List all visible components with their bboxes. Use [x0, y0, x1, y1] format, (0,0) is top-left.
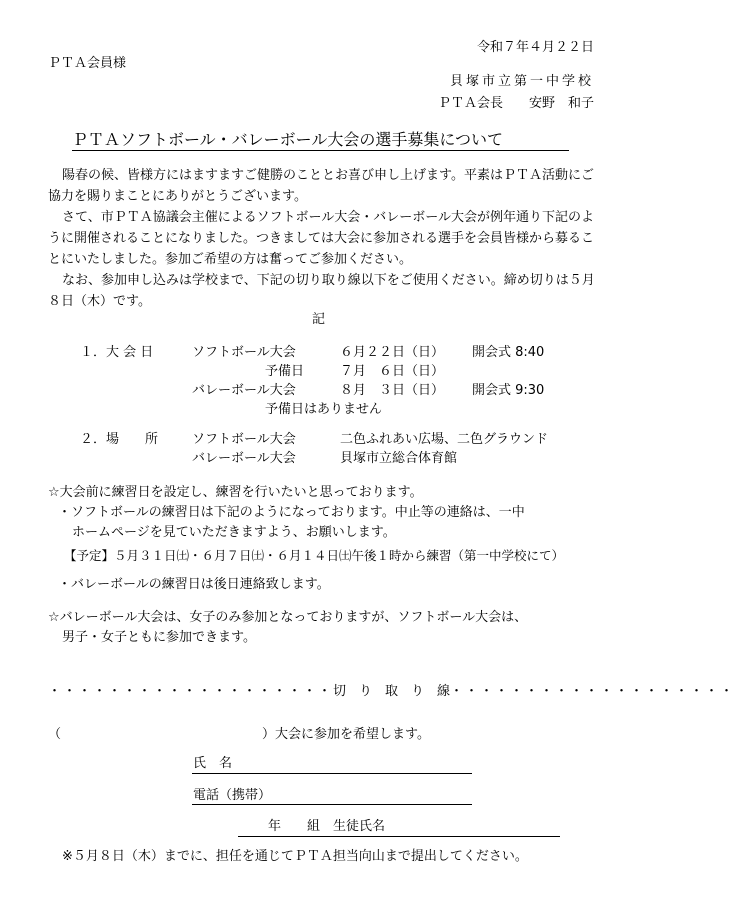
- volleyball-opening: 開会式 9:30: [472, 383, 545, 398]
- entry-text: ）大会に参加を希望します。: [262, 727, 430, 742]
- body-paragraph-3: なお、参加申し込みは学校まで、下記の切り取り線以下をご使用ください。締め切りは５月８日（木）です。: [48, 273, 595, 309]
- volleyball-venue-event: バレーボール大会: [192, 451, 296, 466]
- softball-event: ソフトボール大会: [192, 345, 296, 360]
- softball-practice-line-1: ・ソフトボールの練習日は下記のようになっております。中止等の連絡は、一中: [58, 505, 525, 520]
- name-field-label: 氏 名: [193, 756, 233, 771]
- cut-line: [48, 684, 735, 700]
- entry-open-paren: （: [48, 727, 62, 742]
- school-name: 貝塚市立第一中学校: [449, 74, 594, 89]
- softball-venue-event: ソフトボール大会: [192, 432, 296, 447]
- addressee: ＰＴＡ会員様: [48, 56, 127, 71]
- practice-intro: ☆大会前に練習日を設定し、練習を行いたいと思っております。: [48, 485, 423, 500]
- name-field-line[interactable]: [192, 773, 472, 774]
- phone-field-label: 電話（携帯）: [193, 788, 272, 803]
- no-reserve-day: 予備日はありません: [265, 402, 383, 417]
- body-paragraph-2: さて、市ＰＴＡ協議会主催によるソフトボール大会・バレーボール大会が例年通り下記のように開催されることになりました。つきましては大会に参加される選手を会員皆様から募ることにいたしました。参加ご希望の方は奮ってご参加ください。: [48, 210, 595, 267]
- reserve-day-label: 予備日: [265, 364, 305, 379]
- softball-practice-line-2: ホームページを見ていただきますよう、お願いします。: [72, 525, 396, 540]
- sender: ＰＴＡ会長 安野 和子: [437, 96, 594, 111]
- softball-opening: 開会式 8:40: [472, 345, 545, 360]
- gender-note-line-2: 男子・女子ともに参加できます。: [62, 630, 256, 645]
- volleyball-date: ８月 ３日（日）: [340, 383, 445, 398]
- practice-plan: 【予定】５月３１日㈯・６月７日㈯・６月１４日㈯午後１時から練習（第一中学校にて）: [64, 548, 565, 563]
- schedule-label: １．大 会 日: [80, 345, 154, 360]
- cut-line-dots-left: ・・・・・・・・・・・・・・・・・・・: [48, 684, 334, 699]
- student-field-label: 年 組 生徒氏名: [268, 819, 386, 834]
- softball-date: ６月２２日（日）: [340, 345, 445, 360]
- submission-note: ※５月８日（木）までに、担任を通じてＰＴＡ担当向山まで提出してください。: [62, 849, 528, 864]
- body-paragraph-1: 陽春の候、皆様方にはますますご健勝のこととお喜び申し上げます。平素はＰＴＡ活動にご協力を賜りまことにありがとうございます。: [48, 168, 594, 204]
- date: 令和７年４月２２日: [476, 40, 594, 55]
- body-text: [48, 165, 604, 312]
- volleyball-venue: 貝塚市立総合体育館: [340, 451, 458, 466]
- phone-field-line[interactable]: [192, 804, 472, 805]
- cut-line-dots-right: ・・・・・・・・・・・・・・・・・・・: [450, 684, 735, 699]
- ki-heading: 記: [312, 312, 326, 327]
- reserve-day-date: ７月 ６日（日）: [340, 364, 445, 379]
- volleyball-event: バレーボール大会: [192, 383, 296, 398]
- softball-venue: 二色ふれあい広場、二色グラウンド: [340, 432, 549, 447]
- gender-note-line-1: ☆バレーボール大会は、女子のみ参加となっておりますが、ソフトボール大会は、: [48, 610, 528, 625]
- volleyball-practice: ・バレーボールの練習日は後日連絡致します。: [58, 577, 330, 592]
- venue-label: ２．場 所: [80, 432, 159, 447]
- cut-line-label: 切 り 取 り 線: [333, 684, 451, 699]
- page-title: ＰＴＡソフトボール・バレーボール大会の選手募集について: [72, 130, 504, 149]
- student-field-line[interactable]: [238, 836, 560, 837]
- title-underline: [72, 150, 569, 151]
